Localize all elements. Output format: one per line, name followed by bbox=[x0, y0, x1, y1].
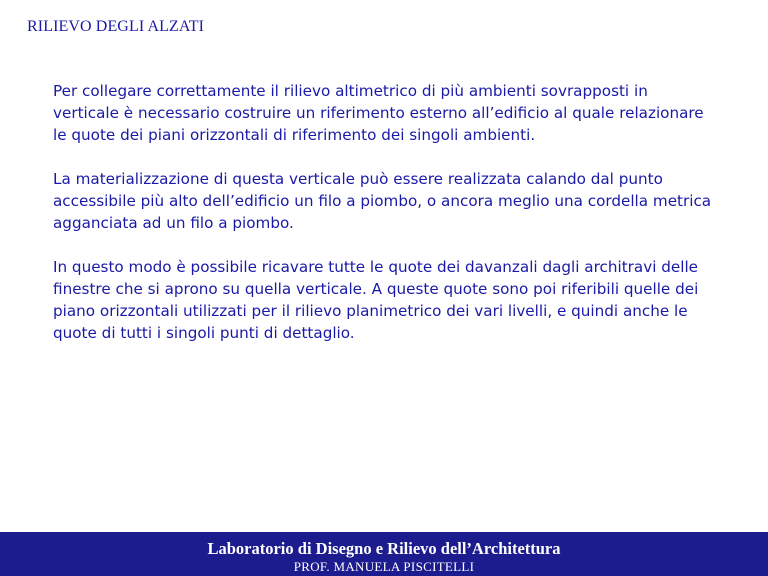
paragraph-window-heights: In questo modo è possibile ricavare tutte le quote dei davanzali dagli architravi delle finestre che si aprono su quella verticale. A queste quote sono poi riferibili quelle dei piano orizzontali utilizzati per il rilievo planimetrico dei vari livelli, e quindi anche le quote di tutti i singoli punti di dettaglio. bbox=[53, 258, 699, 342]
slide-body bbox=[53, 80, 713, 366]
slide-title: RILIEVO DEGLI ALZATI bbox=[27, 18, 205, 35]
footer-course-title: Laboratorio di Disegno e Rilievo dell’Architettura bbox=[207, 539, 561, 558]
paragraph-vertical-reference: Per collegare correttamente il rilievo altimetrico di più ambienti sovrapposti in verticale è necessario costruire un riferimento esterno all’edificio al quale relazionare le quote dei piani orizzontali di riferimento dei singoli ambienti. bbox=[53, 82, 704, 144]
footer-professor: PROF. MANUELA PISCITELLI bbox=[293, 559, 475, 574]
footer-bar bbox=[0, 532, 768, 576]
paragraph-plumb-line: La materializzazione di questa verticale può essere realizzata calando dal punto accessibile più alto dell’edificio un filo a piombo, o ancora meglio una cordella metrica agganciata ad un filo a piombo. bbox=[53, 170, 712, 232]
